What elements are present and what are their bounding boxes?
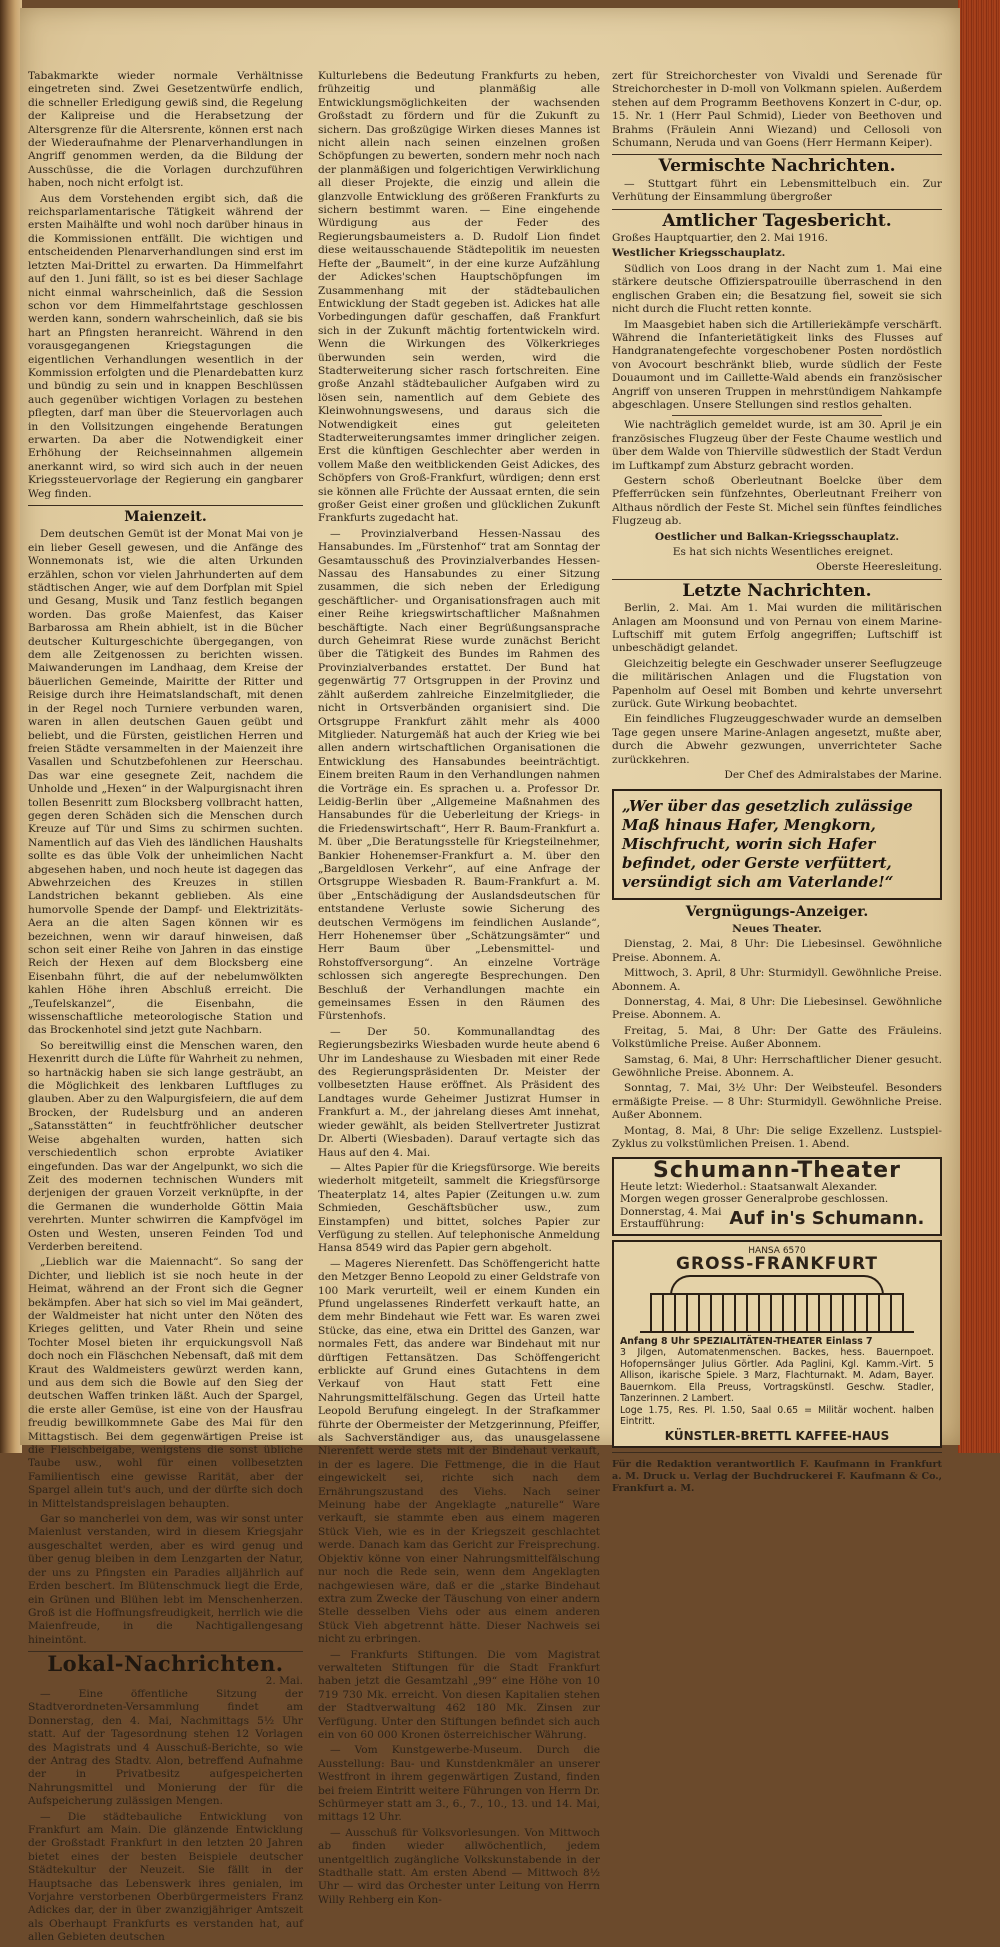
schedule-entry: Freitag, 5. Mai, 8 Uhr: Der Gatte des Fräuleins. Volkstümliche Preise. Außer Abonnem. [612,1024,942,1051]
ad-footer: KÜNSTLER-BRETTL KAFFEE-HAUS [664,1428,890,1443]
notice-box: „Wer über das gesetzlich zulässige Maß hinaus Hafer, Mengkorn, Mischfrucht, worin sich Hafer befindet, oder Gerste verfüttert, versündigt sich am Vaterlande!“ [612,789,942,900]
article-paragraph: — Frankfurts Stiftungen. Die vom Magistrat verwalteten Stiftungen für die Stadt Frankfurt haben jetzt die Gesamtzahl „99“ eine Höhe von 10 719 730 Mk. erreicht. Von diesen Kapitalien stehen der Stadtverwaltung 462 180 Mk. Zinsen zur Verfügung. Unter den Stiftungen befindet sich auch ein von 60 000 Kronen österreichischer Währung. [318,1648,600,1741]
article-paragraph: — Der 50. Kommunallandtag des Regierungsbezirks Wiesbaden wurde heute abend 6 Uhr im Landeshause zu Wiesbaden mit einer Rede des Regierungspräsidenten Dr. Meister der vollbesetzten Hause eröffnet. Als Präsident des Landtages wurde Geheimer Justizrat Humser in Frankfurt a. M., der jahrelang dieses Amt innehat, wieder gewählt, als beiden Stellvertreter Justizrat Dr. Alberti (Wiesbaden). Darauf vertagte sich das Haus auf den 4. Mai. [318,1025,600,1159]
article-paragraph: Südlich von Loos drang in der Nacht zum 1. Mai eine stärkere deutsche Offizierspatrouille überraschend in den englischen Graben ein; die Besatzung fiel, soweit sie sich nicht durch die Flucht retten konnte. [612,262,942,316]
divider [28,505,303,506]
article-paragraph: — Altes Papier für die Kriegsfürsorge. Wie bereits wiederholt mitgeteilt, sammelt die Kriegsfürsorge Theaterplatz 14, altes Papier (Zeitungen u.w. zum Schmieden, Geschäftsbücher usw., zum Einstampfen) und bittet, solches Papier zur Verfügung zu stellen. Auf telephonische Anmeldung Hansa 8549 wird das Papier gern abgeholt. [318,1161,600,1255]
article-paragraph: Tabakmarkte wieder normale Verhältnisse eingetreten sind. Zwei Gesetzentwürfe endlich, die schneller Erledigung gewiß sind, die Regelung der Kalipreise und die Herabsetzung der Altersgrenze für die Altersrente, können erst nach der Wiederaufnahme der Plenarverhandlungen in Angriff genommen werden, da die Bildung der Ausschüsse, die die Vorlagen durchzuführen haben, noch nicht erfolgt ist. [28,70,303,190]
article-paragraph: So bereitwillig einst die Menschen waren, den Hexenritt durch die Lüfte für Wahrheit zu nehmen, so hartnäckig haben sie sich lange gesträubt, an die Möglichkeit des lenkbaren Luftfluges zu glauben. Aber zu den Walpurgisfeiern, die auf dem Brocken, der Rudelsburg und an anderen „Satansstätten“ in feuchtfröhlicher deutscher Weise abgehalten wurden, hatten sich verschiedentlich schon erprobte Aviatiker eingefunden. Das war der Angelpunkt, wo sich die Zeit des modernen technischen Wunders mit derjenigen der grauen Vorzeit verknüpfte, in der die Germanen die wunderholde Göttin Maia verehrten. Munter schwirren die Kampfvögel im Osten und Westen, unseren Feinden Tod und Verderben bereitend. [28,1039,303,1253]
headline-lokal-nachrichten: Lokal-Nachrichten. [47,1651,284,1677]
schedule-entry: Donnerstag, 4. Mai, 8 Uhr: Die Liebesinsel. Gewöhnliche Preise. Abonnem. A. [612,995,942,1022]
subheading-eastern-front: Oestlicher und Balkan-Kriegsschauplatz. [654,530,900,543]
article-paragraph: „Lieblich war die Maiennacht“. So sang der Dichter, und lieblich ist sie noch heute in der Heimat, während an der Front sich die Gegner bekämpfen. Aber hat sich so viel im Mai geändert, der Waldmeister hat nicht unter den Nöten des Krieges gelitten, und Vater Rhein und seine Tochter Mosel bieten ihr erquickungsvoll Naß doch noch ein Fläschchen Nebensaft, daß mit dem Kraut des Waldmeisters gewürzt werden kann, und aus dem sich die Bowle auf den Sieg der deutschen Waffen trinken läßt. Auch der Spargel, die erste aller Gemüse, ist eine von der Hausfrau freudig bewillkommnete Gabe des Mai für den Mittagstisch. Bei dem gegenwärtigen Preise ist die Fleischbeigabe, wenigstens die sonst übliche Taube usw., wohl für einen vollbesetzten Familientisch eine gewisse Rarität, aber der Spargel allein tut's auch, und der dürfte sich doch in Mittelstandspreislagen behaupten. [28,1256,303,1510]
article-paragraph: Kulturlebens die Bedeutung Frankfurts zu heben, frühzeitig und planmäßig alle Entwicklungsmöglichkeiten der wachsenden Großstadt zu fördern und für die Zukunft zu sichern. Das großzügige Wirken dieses Mannes ist nicht allein nach seinen einzelnen großen Schöpfungen zu bewerten, sondern mehr noch nach der planmäßigen und folgerichtigen Verwirklichung all dieser Projekte, die einzig und allein die glanzvolle Entwicklung des größeren Frankfurts zu sichern bestimmt waren. — Eine eingehende Würdigung aus der Feder des Regierungsbaumeisters a. D. Rudolf Lion findet diese weitausschauende Städtepolitik im neuesten Hefte der „Baumelt“, in der eine kurze Aufzählung der Adickes'schen Hauptschöpfungen im Zusammenhang mit der städtebaulichen Entwicklung der Stadt gegeben ist. Adickes hat alle Vorbedingungen dafür geschaffen, daß Frankfurt sich in der Zukunft mächtig fortentwickeln wird. Wenn die Wirkungen des Völkerkrieges überwunden sein werden, wird die Stadterweiterung sicher rasch fortschreiten. Eine große Anzahl städtebaulicher Aufgaben wird zu lösen sein, namentlich auf dem Gebiete des Kleinwohnungswesens, und daraus sich die Notwendigkeit eines gut geleiteten Stadterweiterungsamtes immer dringlicher zeigen. Erst die künftigen Geschlechter aber werden in vollem Maße den weitblickenden Geist Adickes, des Schöpfers von Groß-Frankfurt, würdigen; denn erst sie können alle Früchte der Aussaat ernten, die sein großer Geist einer großen und glücklichen Zukunft Frankfurts zugedacht hat. [318,70,600,525]
advertisement-gross-frankfurt [612,1240,942,1448]
ad-line: Anfang 8 Uhr SPEZIALITÄTEN-THEATER Einlass 7 [620,1335,873,1347]
schedule-entry: Sonntag, 7. Mai, 3½ Uhr: Der Weibsteufel. Besonders ermäßigte Preise. — 8 Uhr: Sturmidyll. Gewöhnliche Preise. Außer Abonnem. [612,1082,942,1122]
article-paragraph: — Mageres Nierenfett. Das Schöffengericht hatte den Metzger Benno Leopold zu einer Geldstrafe von 100 Mark verurteilt, weil er einem Kunden ein Pfund ungelassenes Rinderfett verkauft hatte, an dem mehr Bindehaut wie Fett war. Es waren zwei Stücke, das eine, etwa ein Drittel des Ganzen, war normales Fett, das andere war Bindehaut mit nur dürftigen Fettansätzen. Das Schöffengericht erblickte auf Grund eines Gutachtens in dem Verkauf von Haut statt Fett eine Nahrungsmittelfälschung. Gegen das Urteil hatte Leopold Berufung eingelegt. In der Strafkammer führte der Obermeister der Metzgerinnung, Pfeiffer, als Sachverständiger aus, das unausgelassene Nierenfett werde stets mit der Bindehaut verkauft, in der es lagere. Die Fettmenge, die in die Haut eingewickelt sei, richte sich nach dem Ernährungszustand des Viehs. Nach seiner Meinung habe der Angeklagte „naturelle“ Ware verkauft, sie stammte eben aus einem mageren Stück Vieh, wie es in der Kriegszeit geschlachtet werde. Danach kam das Gericht zur Freisprechung. Objektiv könne von einer Nahrungsmittelfälschung nur noch die Rede sein, wenn dem Angeklagten nachgewiesen wäre, daß er die „starke Bindehaut extra zum Zwecke der Täuschung von einer andern Stelle desselben Viehs oder aus einem anderen Stück Vieh abgetrennt hätte. Dieser Nachweis sei nicht zu erbringen. [318,1257,600,1646]
headline-letzte-nachrichten: Letzte Nachrichten. [682,580,872,601]
signature: Der Chef des Admiralstabes der Marine. [724,769,942,782]
schedule-entry: Montag, 8. Mai, 8 Uhr: Die selige Exzellenz. Lustspiel-Zyklus zu volkstümlichen Preisen. 1. Abend. [612,1124,942,1150]
ad-slogan: Auf in's Schumann. [729,1207,925,1229]
article-paragraph: — Vom Kunstgewerbe-Museum. Durch die Ausstellung: Bau- und Kunstdenkmäler an unserer Westfront in ihrem gegenwärtigen Zustand, finden bei freiem Eintritt weitere Führungen von Herrn Dr. Schürmeyer statt am 3., 6., 7., 10., 13. und 14. Mai, mittags 12 Uhr. [318,1744,600,1824]
signature: Oberste Heeresleitung. [816,561,942,574]
section-date: 2. Mai. [265,1674,303,1687]
article-paragraph: Gleichzeitig belegte ein Geschwader unserer Seeflugzeuge die militärischen Anlagen und die Flugstation von Papenholm auf Oesel mit Bomben und kehrte unversehrt zurück. Gute Wirkung beobachtet. [612,657,942,711]
article-paragraph: zert für Streichorchester von Vivaldi und Serenade für Streichorchester in D-moll von Volkmann spielen. Außerdem stehen auf dem Programm Beethovens Konzert in C-dur, op. 15. Nr. 1 (Herr Paul Schmid), Lieder von Beethoven und Brahms (Fräulein Anni Wiezand) und Cellosoli von Schumann, Neruda und van Goens (Herr Hermann Keiper). [612,70,942,150]
ad-title: GROSS-FRANKFURT [676,1254,878,1275]
ad-line: Loge 1.75, Res. Pl. 1.50, Saal 0.65 = Militär wochent. halben Eintritt. [620,1404,934,1428]
article-paragraph: Aus dem Vorstehenden ergibt sich, daß die reichsparlamentarische Tätigkeit während der ersten Maihälfte und wohl noch darüber hinaus in die Kommissionen entfällt. Die wichtigen und entscheidenden Plenarverhandlungen sind erst im letzten Mai-Drittel zu erwarten. Da Himmelfahrt auf den 1. Juni fällt, so ist es bei dieser Sachlage nicht einmal wahrscheinlich, daß die Session schon vor dem Himmelfahrtstage geschlossen werden kann, sondern wahrscheinlich, daß sie bis hart an Pfingsten heranreicht. Während in den vorausgegangenen Kriegstagungen die eigentlichen Verhandlungen wesentlich in der Kommission erfolgten und die Plenardebatten kurz und bündig zu sein und in knappen Beschlüssen auch gegenüber wichtigen Vorlagen zu bestehen pflegten, darf man über die Steuervorlagen auch in den Vollsitzungen eingehende Beratungen erwarten. Da aber die Notwendigkeit einer Erhöhung der Reichseinnahmen allgemein anerkannt wird, so wird sich auch in der neuen Kriegssteuervorlage der Regierung ein gangbarer Weg finden. [28,192,303,500]
divider [612,209,942,210]
article-paragraph: Wie nachträglich gemeldet wurde, ist am 30. April je ein französisches Flugzeug über der Feste Chaume westlich und über dem Walde von Thierville südwestlich der Stadt Verdun im Luftkampf zum Absturz gebracht worden. [612,419,942,472]
ad-line: 3 Jilgen, Automatenmenschen. Backes, hess. Bauernpoet. Hofopernsänger Julius Görtler. Ada Paglini, Kgl. Kamm.-Virt. 5 Allison, ikarische Spiele. 3 Marz, Flachturnakt. M. Adam, Bayer. Bauernkom. Ella Preuss, Vortragskünstl. Geschw. Stadler, Tanzerinnen. 2 Lambert. [620,1347,934,1405]
schedule-entry: Dienstag, 2. Mai, 8 Uhr: Die Liebesinsel. Gewöhnliche Preise. Abonnem. A. [612,938,942,964]
article-paragraph: Es hat sich nichts Wesentliches ereignet. [672,546,894,558]
article-paragraph: Dem deutschen Gemüt ist der Monat Mai von je ein lieber Gesell gewesen, und die Anfänge des Wonnemonats ist, wie die alten Urkunden erzählen, schon vor vielen Jahrhunderten auf dem städtischen Anger, wie auf dem Dorfplan mit Spiel und Gesang, Musik und Tanz festlich begangen worden. Das große Maienfest, das Kaiser Barbarossa am Rhein abhielt, ist in die Bücher deutscher Kulturgeschichte übergegangen, von dem alle Zeitgenossen zu berichten wissen. Maiwanderungen im Landhaag, dem Kreise der bäuerlichen Gemeinde, Mairitte der Ritter und Reisige durch ihre Heimatslandschaft, mit denen in der Regel noch Turniere verbunden waren, waren in allen deutschen Gauen geübt und beliebt, und die Fürsten, geistlichen Herren und freien Städte versammelten in der Maienzeit ihre Vasallen und Schutzbefohlenen zur Heerschau. Das war eine gesegnete Zeit, nachdem die Unholde und „Hexen“ in der Walpurgisnacht ihren tollen Besenritt zum Blocksberg vollbracht hatten, gegen deren Schäden sich die Menschen durch Kreuze auf Tür und Sims zu schirmen suchten. Namentlich auf das Vieh des ländlichen Haushalts sollte es das üble Volk der unheimlichen Nacht abgesehen haben, und noch heute ist dagegen das Abwehrzeichen des Kreuzes in stillen Landstrichen bekannt geblieben. Als eine humorvolle Spende der Dampf- und Elektrizitäts-Aera an die alten Sagen können wir es bezeichnen, wenn wir darauf hinweisen, daß schon seit einer Reihe von Jahren in das einstige Reich der Hexen auf dem Blocksberg eine Eisenbahn führt, die auf der nebelumwölkten kahlen Höhe ihren Abschluß erreicht. Die „Teufelskanzel“, die Eisenbahn, die wissenschaftliche meteorologische Station und das Brockenhotel sind jetzt gute Nachbarn. [28,528,303,1037]
dateline: Großes Hauptquartier, den 2. Mai 1916. [612,232,828,245]
page-edges [958,0,1000,1453]
ad-title: Schumann-Theater [653,1158,901,1184]
divider [612,154,942,155]
article-paragraph: Gar so mancherlei von dem, was wir sonst unter Maienlust verstanden, wird in diesem Kriegsjahr ausgeschaltet werden, aber es wird genug und über genug bleiben in dem Lenzgarten der Natur, der uns zu Pfingsten ein Paradies alljährlich auf Erden beschert. Im Blütenschmuck liegt die Erde, ein Grünen und Blühen lebt im Menschenherzen. Groß ist die Hoffnungsfreudigkeit, herrlich wie die Maienfreude, in die Nachtigallengesang hineintönt. [28,1513,303,1646]
article-paragraph: Ein feindliches Flugzeuggeschwader wurde an demselben Tage gegen unsere Marine-Anlagen angesetzt, mußte aber, durch die Abwehr gezwungen, unverrichteter Sache zurückkehren. [612,713,942,766]
divider [672,415,882,416]
article-paragraph: — Stuttgart führt ein Lebensmittelbuch ein. Zur Verhütung der Einsammlung übergroßer [612,177,942,204]
divider [612,1452,942,1453]
book-binding [0,0,22,1453]
divider [612,579,942,580]
ad-line: Heute letzt: Wiederhol.: Staatsanwalt Alexander. [620,1180,878,1193]
subheading-western-front: Westlicher Kriegsschauplatz. [612,247,786,260]
theater-name: Neues Theater. [732,922,822,935]
schedule-entry: Samstag, 6. Mai, 8 Uhr: Herrschaftlicher Diener gesucht. Gewöhnliche Preise. Abonnem. A. [612,1053,942,1079]
column-right [612,70,942,1495]
headline-maienzeit: Maienzeit. [124,509,207,525]
schedule-entry: Mittwoch, 3. April, 8 Uhr: Sturmidyll. Gewöhnliche Preise. Abonnem. A. [612,967,942,993]
headline-amtlicher-tagesbericht: Amtlicher Tagesbericht. [662,210,892,231]
column-left [28,70,303,1947]
imprint: Für die Redaktion verantwortlich F. Kaufmann in Frankfurt a. M. Druck u. Verlag der Buchdruckerei F. Kaufmann & Co., Frankfurt a. M. [612,1459,942,1495]
article-paragraph: — Die städtebauliche Entwicklung von Frankfurt am Main. Die glänzende Entwicklung der Großstadt Frankfurt in den letzten 20 Jahren bietet eines der besten Beispiele deutscher Städtekultur der Neuzeit. Sie fällt in der Hauptsache das Lebenswerk ihres genialen, im Vorjahre verstorbenen Oberbürgermeisters Franz Adickes dar, der in über zwanzigjähriger Amtszeit als Oberhaupt Frankfurts es verstanden hat, auf allen Gebieten deutschen [28,1810,303,1944]
article-paragraph: — Provinzialverband Hessen-Nassau des Hansabundes. Im „Fürstenhof“ trat am Sonntag der Gesamtausschuß des Provinzialverbandes Hessen-Nassau des Hansabundes zu einer Sitzung zusammen, die sich neben der Erledigung geschäftlicher- und Organisationsfragen auch mit einer Reihe kriegswirtschaftlicher Maßnahmen beschäftigte. Nach einer Begrüßungsansprache durch Geheimrat Riese wurde zunächst Bericht über die Tätigkeit des Bundes im Rahmen des Provinzialverbandes erstattet. Der Bund hat gegenwärtig 77 Ortsgruppen in der Provinz und zählt außerdem zahlreiche Einzelmitglieder, die nicht in Ortsverbänden organisiert sind. Die Ortsgruppe Frankfurt zählt mehr als 4000 Mitglieder. Naturgemäß hat auch der Krieg wie bei allen andern wirtschaftlichen Organisationen die Entwicklung des Hansabundes beeinträchtigt. Einem breiten Raum in den Verhandlungen nahmen die Vorträge ein. Es sprachen u. a. Professor Dr. Leidig-Berlin über „Allgemeine Maßnahmen des Hansabundes für die Ueberleitung der Kriegs- in die Friedenswirtschaft“, Herr R. Baum-Frankfurt a. M. über „Die Beratungsstelle für Kriegsteilnehmer, Bankier Hohenemser-Frankfurt a. M. über den „Bargeldlosen Verkehr“, auf eine Anfrage der Ortsgruppe Wiesbaden R. Baum-Frankfurt a. M. über „Entschädigung der Auslandsdeutschen für entstandene Verluste sowie Sicherung des deutschen Vermögens im feindlichen Auslande“, Herr Hohenemser über „Schätzungsämter“ und Herr Baum über „Lebensmittel- und Rohstoffversorgung“. An einzelne Vorträge schlossen sich angeregte Besprechungen. Den Beschluß der Verhandlungen machte ein gemeinsames Essen in den Räumen des Fürstenhofs. [318,527,600,1023]
ad-phone: HANSA 6570 [748,1245,806,1256]
ad-line: Erstaufführung: [620,1218,705,1231]
headline-vermischte-nachrichten: Vermischte Nachrichten. [658,156,896,177]
article-paragraph: Gestern schoß Oberleutnant Boelcke über dem Pfefferrücken sein fünfzehntes, Oberleutnant Freiherr von Althaus nördlich der Feste St. Michel sein fünftes feindliches Flugzeug ab. [612,474,942,528]
article-paragraph: Im Maasgebiet haben sich die Artilleriekämpfe verschärft. Während die Infanterietätigkeit links des Flusses auf Handgranatengefechte vorgeschobener Posten nordöstlich von Avocourt beschränkt blieb, wurde südlich der Feste Douaumont und im Caillette-Wald abends ein französischer Angriff von unseren Truppen in mehrstündigem Nahkampfe abgeschlagen. Unsere Stellungen sind restlos gehalten. [612,318,942,411]
building-illustration [640,1275,914,1333]
ad-line: Donnerstag, 4. Mai [620,1205,722,1218]
ad-line: Morgen wegen grosser Generalprobe geschlossen. [620,1193,889,1206]
advertisement-schumann-theater [612,1157,942,1235]
headline-vergnuegungs-anzeiger: Vergnügungs-Anzeiger. [685,903,869,920]
article-paragraph: — Ausschuß für Volksvorlesungen. Von Mittwoch ab finden wieder allwöchentlich, jedem unentgeltlich zugängliche Volkskunstabende in der Stadthalle statt. Am ersten Abend — Mittwoch 8½ Uhr — wird das Orchester unter Leitung von Herrn Willy Rehberg ein Kon- [318,1826,600,1906]
article-paragraph: — Eine öffentliche Sitzung der Stadtverordneten-Versammlung findet am Donnerstag, den 4. Mai, Nachmittags 5½ Uhr statt. Auf der Tagesordnung stehen 12 Vorlagen des Magistrats und 4 Ausschuß-Berichte, so wie der Antrag des Stadtv. Alon, betreffend Aufnahme der in Privatbesitz aufgespeicherten Nahrungsmittel und Monierung der für die Aufspeicherung zulässigen Mengen. [28,1687,303,1808]
article-paragraph: Berlin, 2. Mai. Am 1. Mai wurden die militärischen Anlagen am Moonsund und von Pernau von einem Marine-Luftschiff mit gutem Erfolg angegriffen; Luftschiff ist unbeschädigt gelandet. [612,602,942,655]
column-middle [318,70,600,1909]
